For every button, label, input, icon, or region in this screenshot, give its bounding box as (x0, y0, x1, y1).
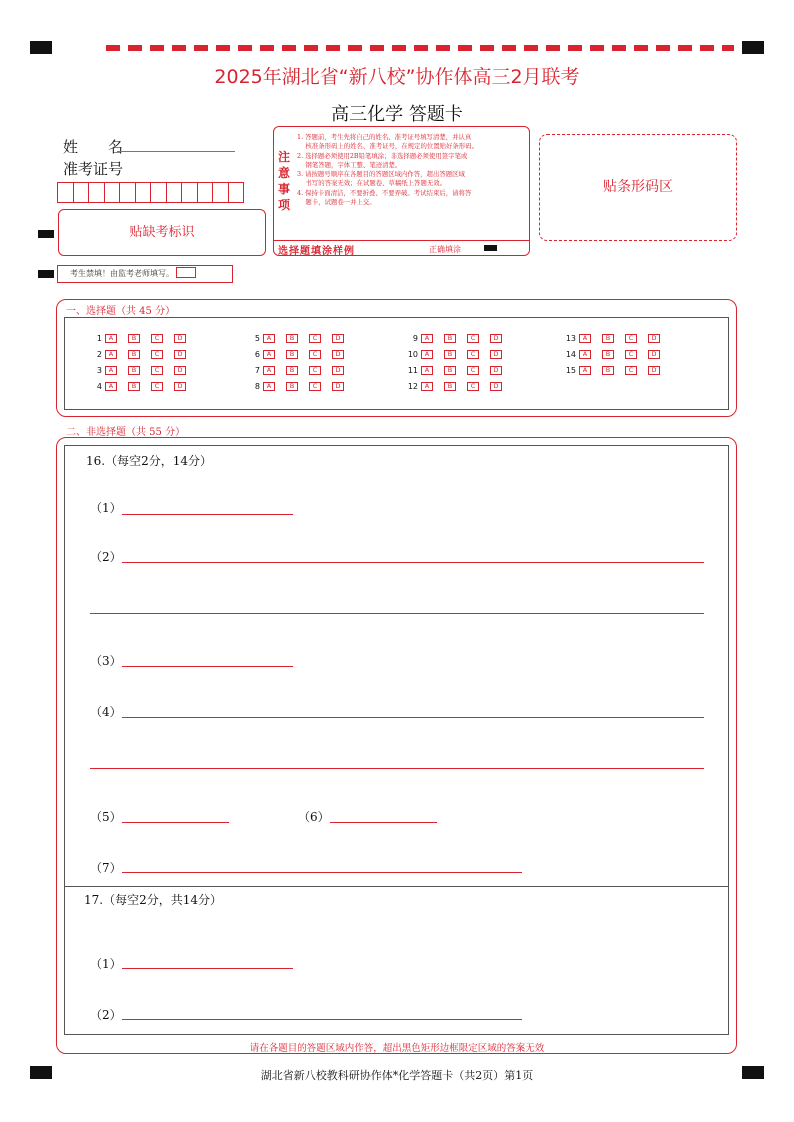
header-dash-bar (106, 45, 734, 51)
choice-bubble-a[interactable]: A (263, 366, 275, 375)
choice-bubble-a[interactable]: A (421, 334, 433, 343)
choice-bubble-c[interactable]: C (625, 366, 637, 375)
proctor-note: 考生禁填！由监考老师填写。 (70, 269, 174, 278)
choice-question-4 (86, 382, 197, 391)
choice-bubble-c[interactable]: C (151, 334, 163, 343)
registration-mark-top-left (30, 41, 52, 54)
choice-bubble-a[interactable]: A (105, 366, 117, 375)
choice-bubble-d[interactable]: D (332, 334, 344, 343)
q17-answer-1[interactable] (122, 958, 293, 969)
q16-heading: 16.（每空2分，14分） (86, 454, 212, 468)
choice-bubble-d[interactable]: D (174, 366, 186, 375)
choice-question-10 (402, 350, 513, 359)
choice-bubble-a[interactable]: A (579, 366, 591, 375)
choice-question-11 (402, 366, 513, 375)
choice-bubble-b[interactable]: B (286, 382, 298, 391)
notice-item: 3. 请按题号顺序在各题目的答题区域内作答，超出答题区域 (297, 170, 465, 179)
choice-bubble-d[interactable]: D (332, 366, 344, 375)
choice-bubble-b[interactable]: B (128, 334, 140, 343)
choice-question-2 (86, 350, 197, 359)
choice-bubble-d[interactable]: D (174, 350, 186, 359)
choice-bubble-a[interactable]: A (105, 334, 117, 343)
page-subtitle: 高三化学 答题卡 (331, 104, 463, 125)
notice-side-label (278, 149, 292, 213)
choice-bubble-b[interactable]: B (286, 366, 298, 375)
exam-id-digit-box[interactable] (119, 182, 136, 203)
name-label: 姓 名 (63, 138, 124, 156)
choice-bubble-c[interactable]: C (625, 350, 637, 359)
choice-question-number: 12 (407, 382, 418, 391)
choice-question-number: 6 (254, 350, 260, 359)
choice-bubble-d[interactable]: D (648, 350, 660, 359)
choice-question-number: 5 (254, 334, 260, 343)
choice-question-number: 13 (565, 334, 576, 343)
notice-item: 4. 保持卡面清洁，不要折叠、不要弄破。考试结束后，请将答 (297, 188, 472, 197)
notice-side-char: 注 (278, 150, 291, 164)
section1-title: 一、选择题（共 45 分） (66, 306, 176, 317)
q16-answer-4[interactable] (122, 707, 704, 718)
name-field[interactable] (117, 151, 235, 152)
notice-item: 1. 答题前，考生先将自己的姓名、准考证号填写清楚，并认真 (297, 133, 472, 141)
choice-bubble-b[interactable]: B (128, 366, 140, 375)
choice-bubble-a[interactable]: A (263, 382, 275, 391)
choice-bubble-c[interactable]: C (151, 366, 163, 375)
choice-question-5 (244, 334, 355, 343)
choice-bubble-c[interactable]: C (467, 366, 479, 375)
choice-bubble-b[interactable]: B (128, 350, 140, 359)
fill-sample-label: 选择题填涂样例 (278, 246, 355, 257)
registration-mark-top-right (742, 41, 764, 54)
choice-bubble-c[interactable]: C (151, 350, 163, 359)
q16-label-3: （3） (90, 654, 122, 668)
choice-question-number: 2 (96, 350, 102, 359)
correct-fill-sample (484, 245, 497, 251)
choice-question-number: 9 (412, 334, 418, 343)
q16-answer-6[interactable] (330, 812, 437, 823)
notice-panel (273, 126, 530, 256)
exam-id-digit-box[interactable] (135, 182, 152, 203)
choice-bubble-c[interactable]: C (309, 366, 321, 375)
choice-bubble-a[interactable]: A (421, 382, 433, 391)
choice-bubble-d[interactable]: D (490, 334, 502, 343)
choice-bubble-b[interactable]: B (602, 334, 614, 343)
choice-bubble-b[interactable]: B (602, 366, 614, 375)
exam-id-digit-box[interactable] (197, 182, 214, 203)
choice-question-15 (560, 366, 671, 375)
choice-question-number: 11 (407, 366, 418, 375)
choice-question-8 (244, 382, 355, 391)
q17-answer-2[interactable] (122, 1009, 522, 1020)
choice-bubble-b[interactable]: B (444, 350, 456, 359)
q17-label-2: （2） (90, 1008, 122, 1022)
q16-label-7: （7） (90, 861, 122, 875)
choice-bubble-d[interactable]: D (174, 334, 186, 343)
side-mark (38, 270, 54, 278)
choice-bubble-d[interactable]: D (332, 382, 344, 391)
choice-bubble-a[interactable]: A (105, 382, 117, 391)
notice-list (297, 133, 527, 207)
choice-bubble-a[interactable]: A (105, 350, 117, 359)
notice-side-char: 项 (278, 198, 291, 212)
q17-label-1: （1） (90, 957, 122, 971)
choice-question-number: 7 (254, 366, 260, 375)
question-divider (64, 886, 729, 887)
section2-title: 二、非选择题（共 55 分） (66, 427, 186, 438)
choice-bubble-d[interactable]: D (490, 366, 502, 375)
choice-bubble-c[interactable]: C (309, 334, 321, 343)
choice-question-number: 15 (565, 366, 576, 375)
page-footer: 湖北省新八校教科研协作体*化学答题卡（共2页）第1页 (260, 1069, 534, 1082)
choice-question-9 (402, 334, 513, 343)
barcode-area: 贴条形码区 (539, 134, 737, 241)
q16-answer-4-line2[interactable] (90, 758, 704, 769)
choice-question-12 (402, 382, 513, 391)
choice-question-1 (86, 334, 197, 343)
choice-bubble-d[interactable]: D (490, 350, 502, 359)
q16-label-6: （6） (298, 810, 330, 824)
notice-side-char: 事 (278, 182, 291, 196)
q16-answer-2-line2[interactable] (90, 603, 704, 614)
exam-id-digit-box[interactable] (228, 182, 245, 203)
choice-question-number: 8 (254, 382, 260, 391)
choice-bubble-b[interactable]: B (444, 366, 456, 375)
choice-bubble-d[interactable]: D (332, 350, 344, 359)
notice-item: 题卡，试题卷一并上交。 (297, 198, 376, 207)
choice-question-number: 4 (96, 382, 102, 391)
fill-sample (274, 240, 529, 256)
proctor-checkbox[interactable] (176, 267, 196, 278)
q16-answer-3[interactable] (122, 656, 293, 667)
notice-item: 钢笔答题，字体工整、笔迹清楚。 (297, 160, 402, 169)
choice-bubble-a[interactable]: A (263, 350, 275, 359)
choice-question-14 (560, 350, 671, 359)
choice-question-number: 3 (96, 366, 102, 375)
proctor-box (57, 265, 233, 283)
choice-bubble-c[interactable]: C (151, 382, 163, 391)
exam-id-digit-box[interactable] (88, 182, 105, 203)
exam-id-digit-box[interactable] (57, 182, 74, 203)
choice-question-number: 10 (407, 350, 418, 359)
notice-side-char: 意 (278, 166, 291, 180)
q16-label-5: （5） (90, 810, 122, 824)
choice-question-13 (560, 334, 671, 343)
choice-bubble-c[interactable]: C (625, 334, 637, 343)
q17-heading: 17.（每空2分，共14分） (84, 893, 222, 907)
choice-question-number: 14 (565, 350, 576, 359)
choice-bubble-c[interactable]: C (309, 350, 321, 359)
choice-question-7 (244, 366, 355, 375)
page-title: 2025年湖北省“新八校”协作体高三2月联考 (214, 66, 580, 88)
choice-bubble-c[interactable]: C (309, 382, 321, 391)
q16-answer-5[interactable] (122, 812, 229, 823)
choice-bubble-d[interactable]: D (174, 382, 186, 391)
q16-label-1: （1） (90, 501, 122, 515)
choice-bubble-b[interactable]: B (444, 382, 456, 391)
choice-bubble-b[interactable]: B (286, 334, 298, 343)
exam-id-label: 准考证号 (63, 160, 124, 178)
choice-bubble-a[interactable]: A (421, 366, 433, 375)
free-response-box (64, 445, 729, 1035)
exam-id-digit-box[interactable] (150, 182, 167, 203)
exam-id-digit-box[interactable] (166, 182, 183, 203)
choice-bubble-d[interactable]: D (648, 334, 660, 343)
q16-answer-2[interactable] (122, 552, 704, 563)
side-mark (38, 230, 54, 238)
choice-grid (64, 317, 729, 410)
choice-bubble-a[interactable]: A (263, 334, 275, 343)
notice-item: 2. 选择题必须使用2B铅笔填涂；非选择题必须使用签字笔或 (297, 151, 468, 160)
choice-question-number: 1 (96, 334, 102, 343)
choice-question-3 (86, 366, 197, 375)
choice-bubble-b[interactable]: B (602, 350, 614, 359)
q16-label-2: （2） (90, 550, 122, 564)
choice-bubble-d[interactable]: D (648, 366, 660, 375)
choice-bubble-d[interactable]: D (490, 382, 502, 391)
notice-item: 书写的答案无效；在试题卷、草稿纸上答题无效。 (297, 179, 447, 188)
choice-bubble-a[interactable]: A (579, 350, 591, 359)
correct-fill-label: 正确填涂 (429, 245, 461, 254)
choice-bubble-b[interactable]: B (286, 350, 298, 359)
exam-id-digit-box[interactable] (104, 182, 121, 203)
choice-bubble-a[interactable]: A (579, 334, 591, 343)
answer-area-warning: 请在各题目的答题区域内作答，超出黑色矩形边框限定区域的答案无效 (249, 1043, 545, 1054)
missing-exam-label: 贴缺考标识 (129, 225, 195, 240)
exam-id-boxes[interactable] (57, 182, 243, 203)
exam-id-digit-box[interactable] (212, 182, 229, 203)
choice-bubble-c[interactable]: C (467, 350, 479, 359)
choice-bubble-a[interactable]: A (421, 350, 433, 359)
notice-item: 核准条形码上的姓名、准考证号，在规定的位置贴好条形码。 (297, 142, 478, 151)
choice-bubble-b[interactable]: B (128, 382, 140, 391)
q16-label-4: （4） (90, 705, 122, 719)
choice-question-6 (244, 350, 355, 359)
q16-answer-1[interactable] (122, 504, 293, 515)
exam-id-digit-box[interactable] (181, 182, 198, 203)
q16-answer-7[interactable] (122, 862, 522, 873)
choice-bubble-c[interactable]: C (467, 382, 479, 391)
choice-bubble-b[interactable]: B (444, 334, 456, 343)
choice-bubble-c[interactable]: C (467, 334, 479, 343)
exam-id-digit-box[interactable] (73, 182, 90, 203)
